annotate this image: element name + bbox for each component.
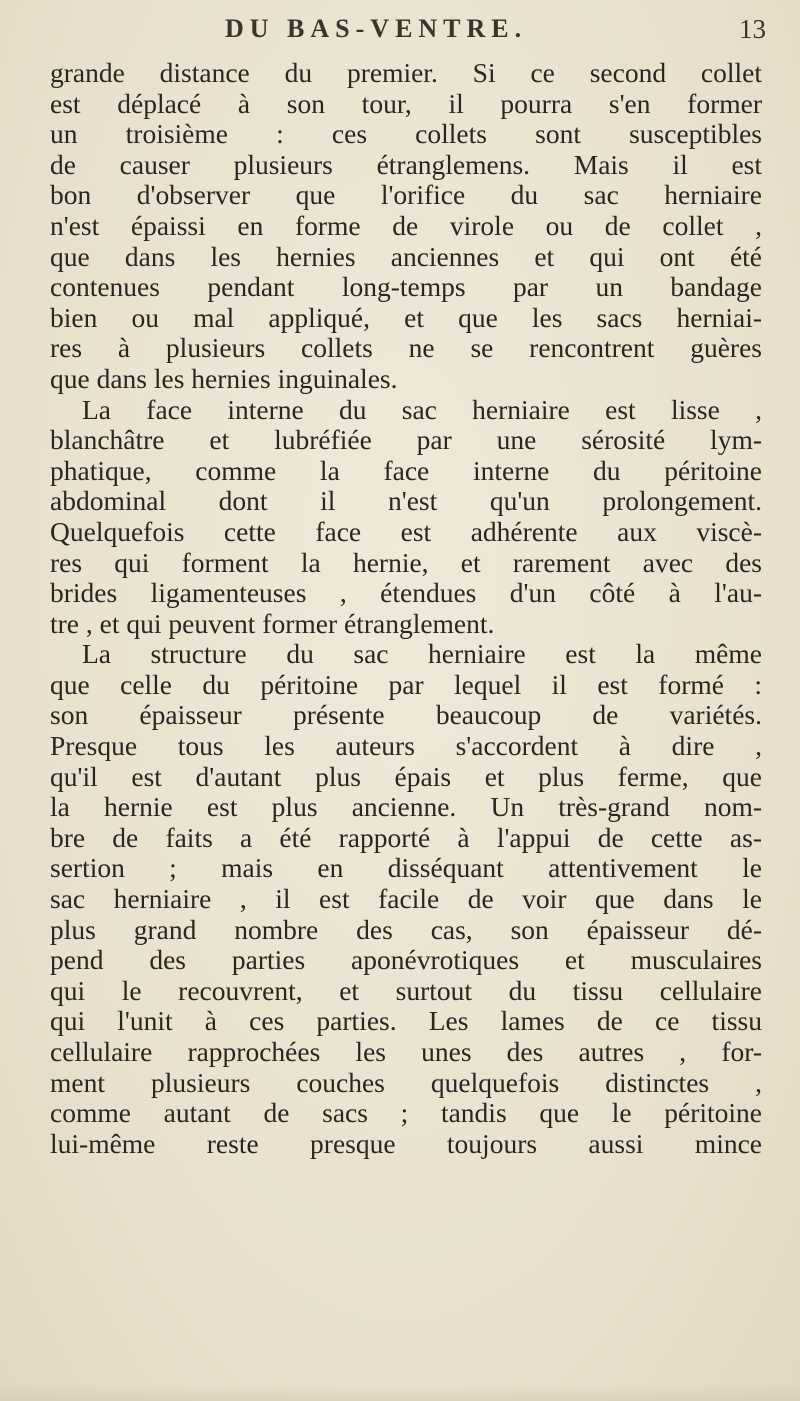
- text-line: Presque tous les auteurs s'accordent à dire ,: [50, 731, 762, 762]
- text-line: un troisième : ces collets sont susceptibles: [50, 119, 762, 150]
- text-line: que dans les hernies inguinales.: [50, 363, 398, 394]
- text-line: n'est épaissi en forme de virole ou de collet ,: [50, 210, 762, 241]
- text-line: bien ou mal appliqué, et que les sacs herniai-: [50, 302, 762, 333]
- text-line: qu'il est d'autant plus épais et plus ferme, que: [50, 761, 762, 792]
- text-line: contenues pendant long-temps par un bandage: [50, 272, 762, 303]
- text-line: res à plusieurs collets ne se rencontrent guères: [50, 333, 762, 364]
- text-line: Quelquefois cette face est adhérente aux viscè-: [50, 516, 762, 547]
- text-line: son épaisseur présente beaucoup de variétés.: [50, 700, 762, 731]
- text-line: que celle du péritoine par lequel il est formé :: [50, 669, 762, 700]
- text-line: bre de faits a été rapporté à l'appui de cette as-: [50, 822, 762, 853]
- text-line: ment plusieurs couches quelquefois distinctes ,: [50, 1067, 762, 1098]
- text-line: La structure du sac herniaire est la même: [82, 639, 762, 670]
- text-line: bon d'observer que l'orifice du sac herniaire: [50, 180, 762, 211]
- text-line: grande distance du premier. Si ce second collet: [50, 58, 762, 88]
- running-title: DU BAS-VENTRE.: [225, 14, 528, 43]
- text-line: comme autant de sacs ; tandis que le péritoine: [50, 1098, 762, 1129]
- text-line: est déplacé à son tour, il pourra s'en former: [50, 88, 762, 119]
- page-bottom-shadow: [0, 1384, 800, 1401]
- text-line: La face interne du sac herniaire est lisse ,: [82, 394, 762, 425]
- text-line: de causer plusieurs étranglemens. Mais il est: [50, 149, 762, 180]
- page-header: [0, 14, 800, 48]
- text-line: phatique, comme la face interne du péritoine: [50, 455, 762, 486]
- text-line: res qui forment la hernie, et rarement avec des: [50, 547, 762, 578]
- text-line: que dans les hernies anciennes et qui ont été: [50, 241, 762, 272]
- text-line: pend des parties aponévrotiques et musculaires: [50, 945, 762, 976]
- text-line: brides ligamenteuses , étendues d'un côté à l'au-: [50, 578, 762, 609]
- text-line: sertion ; mais en disséquant attentivement le: [50, 853, 762, 884]
- text-line: tre , et qui peuvent former étranglement.: [50, 608, 495, 639]
- text-line: cellulaire rapprochées les unes des autres , for-: [50, 1037, 762, 1067]
- text-line: la hernie est plus ancienne. Un très-grand nom-: [50, 792, 762, 823]
- text-line: abdominal dont il n'est qu'un prolongement.: [50, 486, 762, 517]
- text-line: qui le recouvrent, et surtout du tissu cellulaire: [50, 975, 762, 1006]
- page-number: 13: [739, 14, 766, 44]
- text-line: qui l'unit à ces parties. Les lames de ce tissu: [50, 1006, 762, 1037]
- body-text: [50, 58, 762, 1159]
- text-line: blanchâtre et lubréfiée par une sérosité lym-: [50, 425, 762, 456]
- text-line: sac herniaire , il est facile de voir que dans le: [50, 884, 762, 915]
- text-line: lui-même reste presque toujours aussi mince: [50, 1128, 762, 1159]
- text-line: plus grand nombre des cas, son épaisseur dé-: [50, 914, 762, 945]
